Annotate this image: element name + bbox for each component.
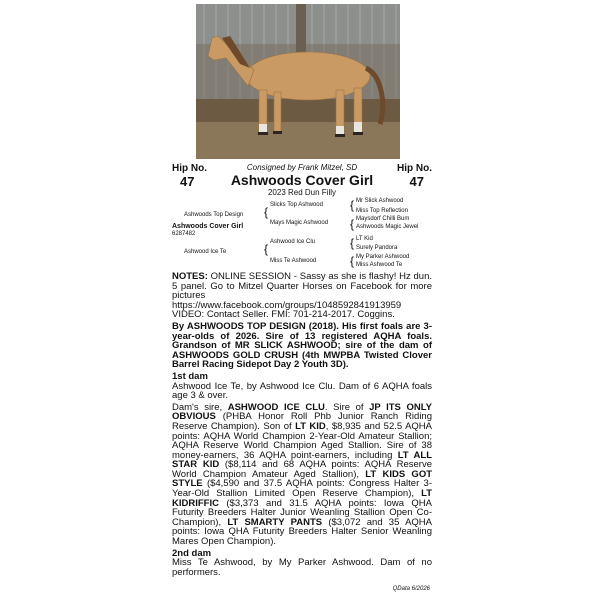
hip-label-right: Hip No. — [397, 163, 432, 174]
pedigree-sdd: Ashwoods Magic Jewel — [356, 224, 419, 230]
pedigree-brace: { — [350, 236, 355, 250]
pedigree-sire-dam: Mays Magic Ashwood — [270, 220, 329, 226]
second-dam-heading: 2nd dam — [172, 547, 212, 559]
horse-name: Ashwoods Cover Girl — [230, 172, 374, 188]
pedigree-dss: LT Kid — [356, 236, 373, 242]
first-dam-text: Ashwood Ice Te, by Ashwood Ice Clu. Dam of 6 AQHA foals age 3 & over. — [172, 380, 432, 402]
horse-photo — [196, 4, 400, 159]
horse-description: 2023 Red Dun Filly — [267, 188, 337, 197]
pedigree-brace: { — [350, 254, 355, 268]
second-dam-section — [172, 549, 432, 578]
dams-sire-text: ($4,590 and 37.5 AQHA points: Congress Halter 3-Year-Old Stallion Limited Open Reserve Champion), — [172, 478, 432, 500]
notes-text: ONLINE SESSION - Sassy as she is flashy! Hz dun. 5 panel. Go to Mitzel Quarter Horses on Facebook for more pictures https://www.facebook.com/groups/1048592841913959 VIDEO: Contact Seller. FMI: 701-214-2017. Coggins. — [172, 271, 432, 321]
data-source-footer: QData 6/2026 — [392, 586, 430, 592]
offspring-name: LT KIDRIFFIC — [172, 488, 432, 509]
notes-paragraph — [172, 272, 432, 320]
pedigree-ddd: Miss Ashwood Te — [356, 262, 403, 268]
offspring-name: LT ALL STAR KID — [172, 449, 433, 471]
catalog-page — [168, 0, 436, 600]
pedigree-sds: Maysdorf Chilli Bum — [356, 216, 410, 222]
hip-number-right: 47 — [409, 174, 424, 189]
pedigree-brace: { — [350, 198, 355, 212]
offspring-name: JP ITS ONLY OBVIOUS — [172, 401, 432, 423]
pedigree-dam: Ashwood Ice Te — [184, 249, 227, 255]
first-dam-section — [172, 372, 432, 401]
dams-sire-name: ASHWOOD ICE CLU — [227, 401, 325, 413]
pedigree-dds: My Parker Ashwood — [356, 254, 410, 260]
consignor-line: Consigned by Frank Mitzel, SD — [246, 163, 358, 172]
dams-sire-text: . Sire of — [324, 401, 364, 413]
dams-sire-text: (PHBA Honor Roll Phb Junior Ranch Riding Reserve Champion). Son of — [172, 411, 433, 432]
first-dam-heading: 1st dam — [172, 370, 208, 382]
catalog-copy — [172, 272, 432, 579]
sire-name: LT KID — [295, 420, 326, 432]
pedigree-horse-name: Ashwoods Cover Girl — [172, 223, 244, 230]
dams-sire-text: ($3,072 and 35 AQHA points: Iowa QHA Futurity Breeders Halter Senior Weanling Mares Open Champion). — [172, 516, 432, 548]
dams-sire-text: , $8,935 and 52.5 AQHA points: AQHA World Champion 2-Year-Old Amateur Stallion; AQHA Reserve World Champion Aged Stallion. Sire of 38 money-earners, 36 AQHA point-earners, including — [172, 420, 432, 461]
sire-text: By ASHWOODS TOP DESIGN (2018). His first foals are 3-year-olds of 2026. Sire of 13 registered AQHA foals. Grandson of MR SLICK ASHWOOD; sire of the dam of ASHWOODS GOLD CRUSH (4th MWPBA Twisted Clover Barrel Racing Sidepot Day 2 Youth 3D). — [172, 320, 432, 371]
offspring-name: LT KIDS GOT STYLE — [172, 468, 433, 490]
pedigree-brace: { — [350, 217, 355, 231]
sire-paragraph — [172, 322, 432, 370]
registration-number: 6287482 — [172, 231, 196, 237]
hip-label-left: Hip No. — [172, 163, 207, 174]
pedigree-dam-sire: Ashwood Ice Clu — [270, 239, 316, 245]
notes-label: NOTES: — [172, 271, 208, 282]
pedigree-dsd: Surely Pandora — [356, 245, 398, 251]
pedigree-sire-sire: Slicks Top Ashwood — [270, 202, 323, 208]
offspring-name: LT SMARTY PANTS — [227, 516, 323, 528]
pedigree-sire: Ashwoods Top Design — [184, 212, 244, 218]
pedigree-sss: Mr Slick Ashwood — [356, 198, 404, 204]
pedigree-ssd: Miss Top Reflection — [356, 208, 408, 214]
pedigree-brace: { — [264, 205, 269, 219]
dams-sire-text: ($3,373 and 31.5 AQHA points: Iowa QHA Futurity Breeders Halter Junior Weanling Stallion Open Co-Champion), — [172, 497, 432, 528]
dams-sire-paragraph — [172, 403, 432, 547]
pedigree-brace: { — [264, 242, 269, 256]
dams-sire-lead: Dam's sire, — [172, 401, 223, 413]
hip-number-left: 47 — [180, 174, 195, 189]
second-dam-text: Miss Te Ashwood, by My Parker Ashwood. Dam of no performers. — [172, 557, 432, 578]
dams-sire-text: ($8,114 and 68 AQHA points: AQHA Reserve World Champion Amateur Aged Stallion), — [172, 459, 433, 480]
pedigree-dam-dam: Miss Te Ashwood — [270, 258, 317, 264]
